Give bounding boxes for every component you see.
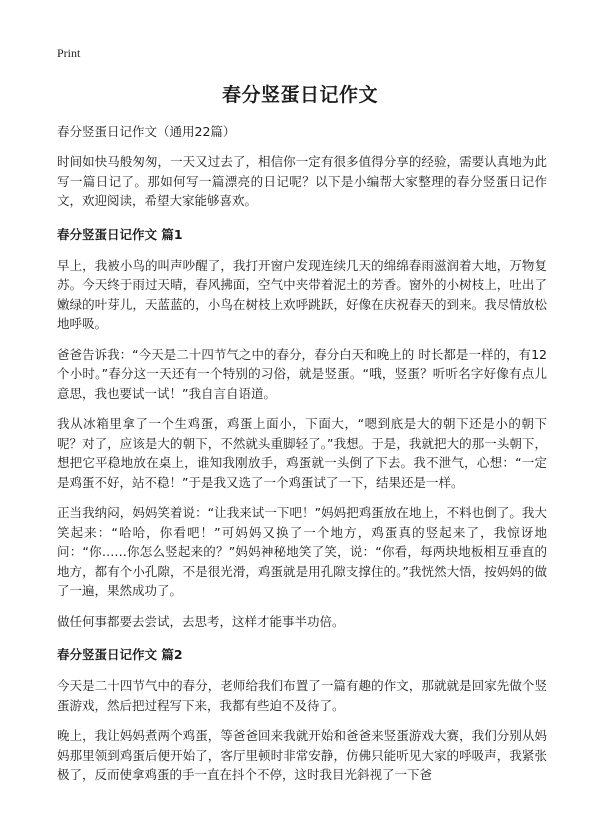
paragraph: 我从冰箱里拿了一个生鸡蛋，鸡蛋上面小，下面大，“嗯到底是大的朝下还是小的朝下呢？对了，应该是大的朝下，不然就头重脚轻了。”我想。于是，我就把大的那一头朝下，想把它平稳地放在桌上，谁知我刚放手，鸡蛋就一头倒了下去。我不泄气，心想：“一定是鸡蛋不好，站不稳！”于是我又选了一个鸡蛋试了一下，结果还是一样。 [57,416,547,490]
paragraph: 爸爸告诉我：“今天是二十四节气之中的春分，春分白天和晚上的 时长都是一样的，有12个小时。”春分这一天还有一个特别的习俗，就是竖蛋。“哦，竖蛋？听听名字好像有点儿意思，我也要试一试！”我自言自语道。 [57,346,547,401]
paragraph: 早上，我被小鸟的叫声吵醒了，我打开窗户发现连续几天的绵绵春雨滋润着大地，万物复苏。今天终于雨过天晴，春风拂面，空气中夹带着泥土的芳香。窗外的小树枝上，吐出了嫩绿的叶芽儿，天蓝蓝的，小鸟在树枝上欢呼跳跃，好像在庆祝春天的到来。我尽情放松地呼吸。 [57,257,547,331]
article-body [57,122,547,796]
page-title: 春分竖蛋日记作文 [221,84,378,106]
paragraph: 今天是二十四节气中的春分，老师给我们布置了一篇有趣的作文，那就就是回家先做个竖蛋游戏，然后把过程写下来，我都有些迫不及待了。 [57,678,547,713]
section-heading-2: 春分竖蛋日记作文 篇2 [57,647,183,662]
section-heading-1: 春分竖蛋日记作文 篇1 [57,226,183,242]
paragraph: 做任何事都要去尝试，去思考，这样才能事半功倍。 [57,613,345,629]
article-subtitle: 春分竖蛋日记作文（通用22篇） [57,124,236,139]
paragraph: 正当我纳闷，妈妈笑着说：“让我来试一下吧！”妈妈把鸡蛋放在地上，不料也倒了。我大笑起来：“哈哈，你看吧！”可妈妈又换了一个地方，鸡蛋真的竖起来了，我惊讶地问：“你……你怎么竖起来的？”妈妈神秘地笑了笑，说：“你看，每两块地板相互垂直的地方，都有个小孔隙，不是很光滑，鸡蛋就是用孔隙支撑住的。”我恍然大悟，按妈妈的做了一遍，果然成功了。 [57,505,547,598]
print-link[interactable]: Print [57,46,81,60]
paragraph: 晚上，我让妈妈煮两个鸡蛋，等爸爸回来我就开始和爸爸来竖蛋游戏大赛，我们分别从妈妈那里领到鸡蛋后便开始了，客厅里顿时非常安静，仿佛只能听见大家的呼吸声，我紧张极了，反而使拿鸡蛋的手一直在抖个不停，这时我目光斜视了一下爸 [57,728,547,782]
intro-paragraph: 时间如快马般匆匆，一天又过去了，相信你一定有很多值得分享的经验，需要认真地为此写一篇日记了。那如何写一篇漂亮的日记呢？以下是小编帮大家整理的春分竖蛋日记作文，欢迎阅读，希望大家能够喜欢。 [57,154,547,208]
